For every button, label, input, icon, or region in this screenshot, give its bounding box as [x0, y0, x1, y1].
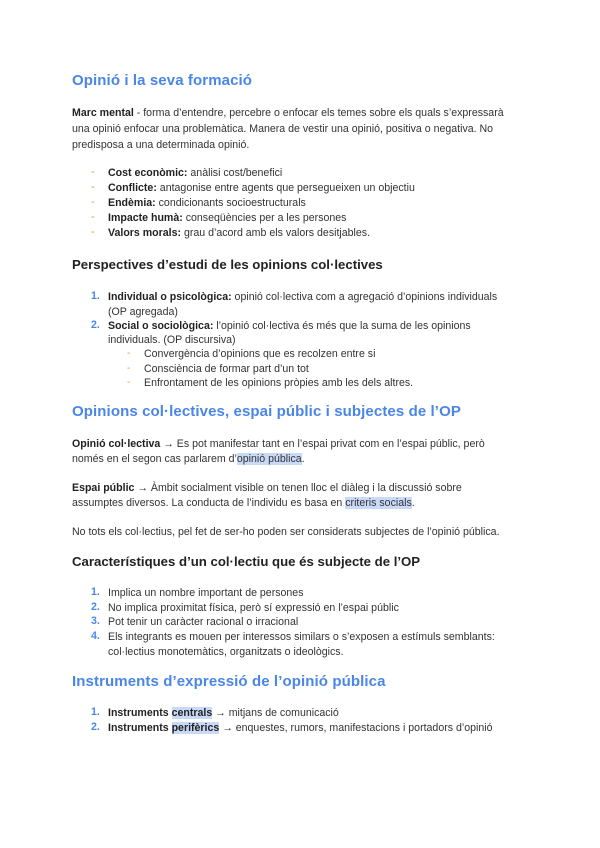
sub-list-item: Consciència de formar part d’un tot: [144, 363, 309, 375]
list-item-continuation: individuals. (OP discursiva): [108, 334, 236, 346]
list-number: 2.: [91, 721, 100, 733]
list-item-continuation: col·lectius monotemàtics, organitzats o ideològics.: [108, 646, 344, 658]
paragraph-opinio-collectiva-line-1: Opinió col·lectiva → Es pot manifestar tant en l’espai privat com en l’espai públic, però: [72, 438, 485, 450]
marc-mental-line-1: Marc mental - forma d’entendre, percebre o enfocar els temes sobre els quals s’expressarà: [72, 107, 504, 119]
list-number: 1.: [91, 290, 100, 302]
sub-bullet-marker: -: [127, 348, 131, 359]
list-item: Pot tenir un caràcter racional o irracional: [108, 616, 299, 628]
sub-list-item: Convergència d’opinions que es recolzen entre si: [144, 348, 376, 360]
sub-list-item: Enfrontament de les opinions pròpies amb les dels altres.: [144, 377, 414, 389]
marc-mental-term: Marc mental: [72, 107, 134, 119]
highlight-periferics: perifèrics: [171, 722, 220, 734]
list-item: Implica un nombre important de persones: [108, 587, 304, 599]
list-item: Social o sociològica: l’opinió col·lectiva és més que la suma de les opinions: [108, 320, 471, 332]
list-item-continuation: (OP agregada): [108, 306, 178, 318]
list-item: No implica proximitat física, però sí expressió en l’espai públic: [108, 602, 399, 614]
section-title-opinio-formacio: Opinió i la seva formació: [72, 72, 253, 89]
list-item: Impacte humà: conseqüències per a les persones: [108, 212, 347, 224]
sub-bullet-marker: -: [127, 363, 131, 374]
list-number: 1.: [91, 586, 100, 598]
list-item: Instruments perifèrics → enquestes, rumors, manifestacions i portadors d’opinió: [108, 722, 493, 734]
list-item: Endèmia: condicionants socioestructurals: [108, 197, 306, 209]
paragraph-subjectes: No tots els col·lectius, pel fet de ser-ho poden ser considerats subjectes de l’opinió pública.: [72, 526, 500, 538]
bullet-marker: -: [91, 181, 95, 193]
section-title-opinions-collectives: Opinions col·lectives, espai públic i subjectes de l’OP: [72, 403, 461, 420]
section-title-perspectives: Perspectives d’estudi de les opinions col·lectives: [72, 257, 383, 272]
list-item: Els integrants es mouen per interessos similars o s’exposen a estímuls semblants:: [108, 631, 495, 643]
list-number: 1.: [91, 706, 100, 718]
list-item: Instruments centrals → mitjans de comunicació: [108, 707, 339, 719]
paragraph-espai-public-line-2: assumptes diversos. La conducta de l’individu es basa en criteris socials.: [72, 497, 415, 509]
list-number: 2.: [91, 319, 100, 331]
sub-bullet-marker: -: [127, 377, 131, 388]
list-item: Valors morals: grau d’acord amb els valors desitjables.: [108, 227, 371, 239]
bullet-marker: -: [91, 211, 95, 223]
bullet-marker: -: [91, 166, 95, 178]
bullet-marker: -: [91, 196, 95, 208]
bullet-marker: -: [91, 226, 95, 238]
list-number: 2.: [91, 601, 100, 613]
paragraph-opinio-collectiva-line-2: només en el segon cas parlarem d’opinió pública.: [72, 453, 305, 465]
list-item: Cost econòmic: anàlisi cost/benefici: [108, 167, 283, 179]
marc-mental-line-2: una opinió enfocar una problemàtica. Manera de vestir una opinió, positiva o negativa. No: [72, 123, 494, 135]
highlight-centrals: centrals: [171, 707, 213, 719]
list-item: Individual o psicològica: opinió col·lectiva com a agregació d’opinions individuals: [108, 291, 498, 303]
list-item: Conflicte: antagonise entre agents que persegueixen un objectiu: [108, 182, 415, 194]
section-title-instruments: Instruments d’expressió de l’opinió pública: [72, 673, 386, 690]
highlight-criteris-socials: criteris socials: [345, 497, 412, 509]
list-number: 3.: [91, 615, 100, 627]
section-title-caracteristiques: Característiques d’un col·lectiu que és subjecte de l’OP: [72, 554, 421, 569]
marc-mental-line-3: predisposa a una determinada opinió.: [72, 139, 250, 151]
list-number: 4.: [91, 630, 100, 642]
paragraph-espai-public-line-1: Espai públic → Àmbit socialment visible on tenen lloc el diàleg i la discussió sobre: [72, 482, 462, 494]
highlight-opinio-publica: opinió pública: [236, 453, 302, 465]
